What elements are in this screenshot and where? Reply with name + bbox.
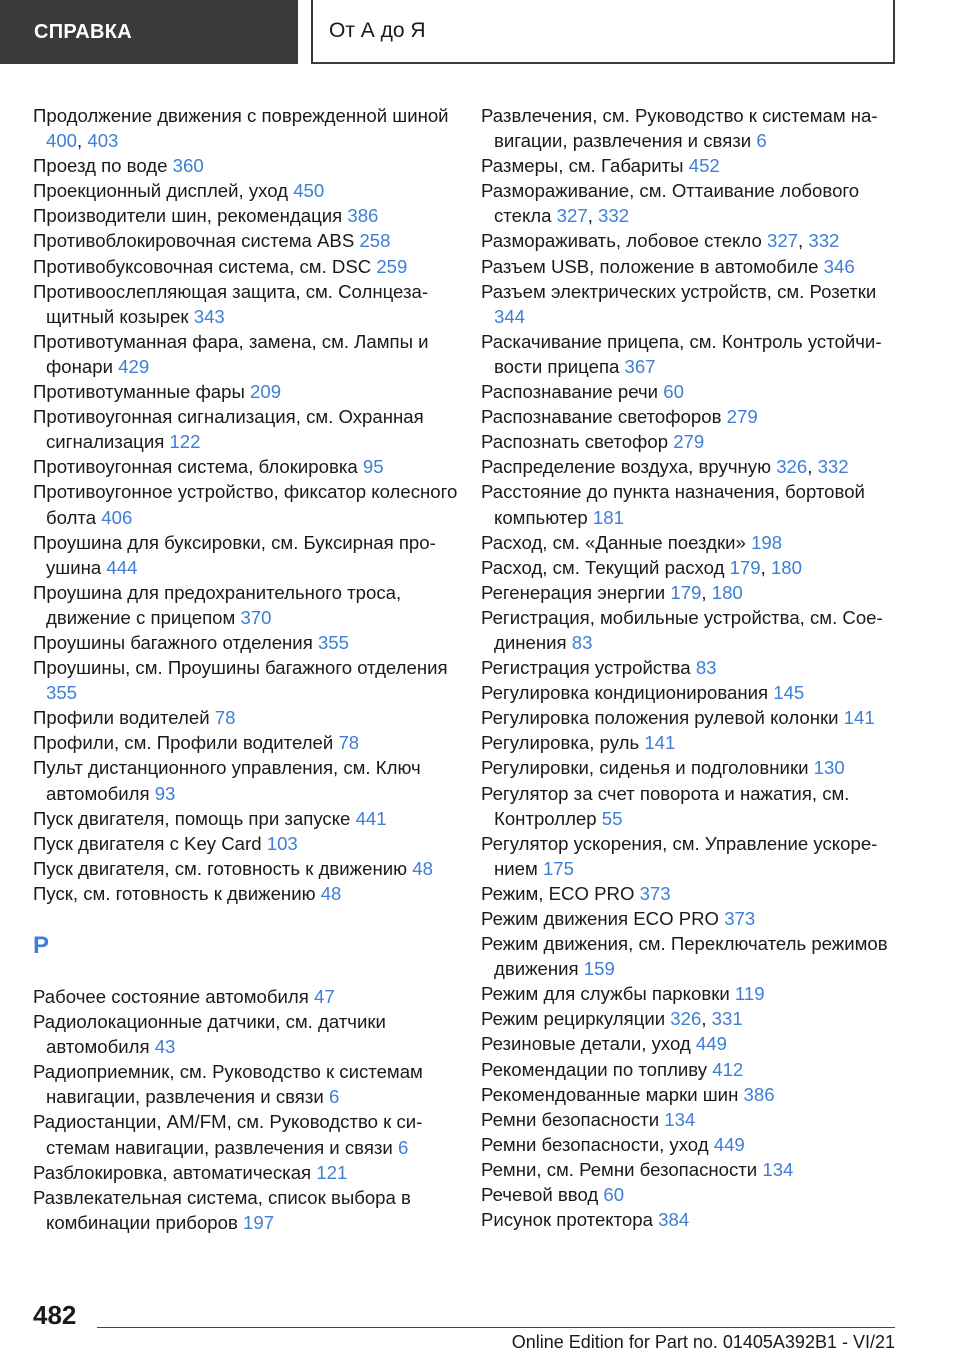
index-entry-text: Противоугонная сигнализация, см. Охранная сигнализация — [33, 406, 424, 453]
index-entry-text: Противотуманная фара, замена, см. Лампы и фонари — [33, 330, 429, 377]
page-link[interactable]: 6 — [397, 1136, 409, 1158]
index-entry-text: Регулятор ускорения, см. Управление ускорением — [481, 832, 878, 879]
index-entry — [33, 655, 463, 705]
index-entry — [481, 429, 911, 454]
page-link[interactable]: 180 — [770, 556, 802, 578]
index-entry — [481, 479, 911, 529]
page-link[interactable]: 259 — [376, 255, 408, 277]
index-entry-text: Проушины, см. Проушины багажного отделения — [33, 657, 448, 679]
index-entry — [481, 1057, 911, 1082]
index-entry — [481, 404, 911, 429]
index-entry-text: Размораживание, см. Оттаивание лобового стекла — [481, 180, 860, 227]
page-link[interactable]: 332 — [817, 456, 849, 478]
page-link[interactable]: 331 — [711, 1008, 743, 1030]
index-entry — [481, 831, 911, 881]
index-entry-text: Распознавание речи — [481, 381, 659, 403]
index-entry — [481, 655, 911, 680]
index-entry-text: Пуск двигателя, см. готовность к движению — [33, 857, 408, 879]
index-entry — [33, 153, 463, 178]
index-entry-text: Противотуманные фары — [33, 381, 245, 403]
page-link[interactable]: 179 — [729, 556, 761, 578]
index-entry — [481, 755, 911, 780]
page-link[interactable]: 400 — [46, 130, 78, 152]
index-entry — [33, 379, 463, 404]
index-entry — [33, 730, 463, 755]
page-link[interactable]: 119 — [734, 983, 765, 1005]
index-entry — [481, 680, 911, 705]
page-link[interactable]: 197 — [243, 1211, 275, 1233]
index-entry-text: Режим рециркуляции — [481, 1008, 666, 1030]
page-link[interactable]: 60 — [603, 1184, 625, 1206]
index-entry-text: Расход, см. «Данные поездки» — [481, 531, 746, 553]
index-entry — [33, 329, 463, 379]
page-link[interactable]: 444 — [106, 556, 138, 578]
page-link[interactable]: 198 — [751, 531, 783, 553]
index-entry: Режим рециркуляции 326, 331 — [481, 1008, 743, 1030]
page-link[interactable]: 159 — [583, 958, 615, 980]
page-link[interactable]: 145 — [773, 682, 805, 704]
page-link[interactable]: 181 — [592, 506, 624, 528]
index-entry — [481, 254, 911, 279]
index-entry: Продолжение движения с поврежденной шиной 400, 403 — [33, 105, 449, 152]
page-link[interactable]: 78 — [214, 707, 236, 729]
index-entry — [481, 103, 911, 153]
index-entry-text: Распознавание светофоров — [481, 406, 722, 428]
page-link[interactable]: 373 — [724, 908, 756, 929]
page-number: 482 — [33, 1300, 77, 1330]
index-column-left — [33, 103, 463, 1235]
index-entry: Распределение воздуха, вручную 326, 332 — [481, 456, 849, 478]
index-entry-text: Рекомендации по топливу — [481, 1058, 708, 1080]
index-entry-text: Проушина для буксировки, см. Буксирная проушина — [33, 531, 436, 578]
index-entry-text: Распознать светофор — [481, 431, 669, 453]
index-entry-text: Речевой ввод — [481, 1184, 599, 1206]
index-entry-text: Пуск двигателя с Key Card — [33, 832, 262, 854]
index-entry-text: Радиоприемник, см. Руководство к системам навигации, развлечения и связи — [33, 1061, 423, 1108]
page-link[interactable]: 134 — [664, 1108, 696, 1130]
index-entry — [481, 906, 911, 931]
index-entry-text: Проезд по воде — [33, 155, 168, 177]
index-entry — [481, 279, 911, 329]
section-tab: СПРАВКА — [0, 0, 298, 64]
page-link[interactable]: 141 — [644, 732, 676, 754]
index-entry — [481, 931, 911, 981]
index-entry-text: Противоослепляющая защита, см. Солнцезащитный козырек — [33, 280, 429, 327]
index-entry — [33, 831, 463, 856]
index-entry — [481, 530, 911, 555]
index-entry-text: Регулировка положения рулевой колонки — [481, 707, 839, 729]
index-entry-text: Регистрация устройства — [481, 657, 691, 679]
index-entry-text: Рисунок протектора — [481, 1209, 653, 1231]
page-link[interactable]: 175 — [542, 857, 574, 879]
index-entry — [33, 580, 463, 630]
index-entry — [481, 1132, 911, 1157]
page-title: От А до Я — [311, 0, 895, 64]
index-entry — [481, 329, 911, 379]
index-entry-text: Регулировка кондиционирования — [481, 682, 769, 704]
index-entry-text: Противоугонная система, блокировка — [33, 456, 358, 478]
index-entry — [33, 856, 463, 881]
index-entry-text: Расстояние до пункта назначения, бортовой компьютер — [481, 481, 865, 528]
page-link[interactable]: 384 — [658, 1209, 690, 1231]
index-entry — [481, 730, 911, 755]
index-entry — [481, 1207, 911, 1232]
index-entry-text: Режим движения, см. Переключатель режимов движения — [481, 933, 888, 980]
index-entry — [33, 1009, 463, 1059]
index-entry — [481, 1157, 911, 1182]
page-link[interactable]: 43 — [154, 1036, 176, 1058]
page-link[interactable]: 386 — [743, 1083, 775, 1105]
index-entry-text: Ремни безопасности, уход — [481, 1133, 709, 1155]
page-link[interactable]: 209 — [250, 381, 282, 403]
page-link[interactable]: 47 — [313, 986, 335, 1007]
index-entry-text: Пуск, см. готовность к движению — [33, 882, 316, 904]
page-link[interactable]: 346 — [823, 255, 855, 277]
index-entry-text: Резиновые детали, уход — [481, 1033, 691, 1055]
index-entry-text: Противоугонное устройство, фиксатор колесного болта — [33, 481, 458, 528]
index-entry — [33, 279, 463, 329]
index-entry-text: Рекомендованные марки шин — [481, 1083, 739, 1105]
footer-edition: Online Edition for Part no. 01405A392B1 - VI/21 — [511, 1332, 895, 1352]
index-entry: Расход, см. Текущий расход 179, 180 — [481, 556, 802, 578]
page-link[interactable]: 258 — [359, 230, 391, 252]
index-entry — [33, 404, 463, 454]
index-entry — [481, 881, 911, 906]
page-link[interactable]: 83 — [695, 657, 717, 679]
page-link[interactable]: 373 — [639, 882, 671, 904]
index-entry-text: Раскачивание прицепа, см. Контроль устойчивости прицепа — [481, 330, 882, 377]
index-entry — [33, 984, 463, 1009]
index-entry — [33, 881, 463, 906]
page-link[interactable]: 180 — [711, 581, 743, 603]
index-entry-text: Радиолокационные датчики, см. датчики автомобиля — [33, 1011, 386, 1058]
page-link[interactable]: 450 — [293, 180, 325, 202]
index-entry — [481, 1107, 911, 1132]
index-entry — [481, 1182, 911, 1207]
page-link[interactable]: 412 — [712, 1058, 744, 1080]
index-entry — [481, 705, 911, 730]
index-letter-heading: Р — [33, 932, 50, 959]
index-entry — [481, 379, 911, 404]
index-entry: Регенерация энергии 179, 180 — [481, 581, 743, 603]
index-entry — [481, 981, 911, 1006]
page-link[interactable]: 279 — [673, 431, 705, 453]
index-entry-text: Развлечения, см. Руководство к системам навигации, развлечения и связи — [481, 105, 878, 152]
index-entry-text: Производители шин, рекомендация — [33, 205, 343, 227]
index-entry-text: Рабочее состояние автомобиля — [33, 986, 309, 1007]
index-entry: Размораживать, лобовое стекло 327, 332 — [481, 230, 840, 252]
page-link[interactable]: 344 — [494, 305, 526, 327]
page-link[interactable]: 326 — [670, 1008, 702, 1030]
index-entry-text: Регенерация энергии — [481, 581, 666, 603]
page-link[interactable]: 48 — [320, 882, 342, 904]
page-link[interactable]: 60 — [663, 381, 684, 403]
page-link[interactable]: 429 — [118, 355, 150, 377]
page-link[interactable]: 360 — [172, 155, 204, 177]
page-link[interactable]: 449 — [713, 1133, 745, 1155]
page-link[interactable]: 355 — [46, 682, 78, 704]
index-entry — [481, 153, 911, 178]
index-entry — [33, 454, 463, 479]
page-link[interactable]: 134 — [762, 1158, 794, 1180]
index-entry-text: Проекционный дисплей, уход — [33, 180, 289, 202]
index-entry-text: Регулировки, сиденья и подголовники — [481, 757, 809, 779]
index-entry-text: Расход, см. Текущий расход — [481, 556, 725, 578]
index-entry-text: Профили, см. Профили водителей — [33, 732, 334, 754]
index-column-right — [481, 103, 911, 1232]
index-entry-text: Радиостанции, AM/FM, см. Руководство к системам навигации, развлечения и связи — [33, 1111, 423, 1158]
index-entry-text: Разъем электрических устройств, см. Розетки — [481, 280, 877, 302]
page-link[interactable]: 327 — [766, 230, 799, 252]
page-link[interactable]: 130 — [813, 757, 845, 779]
index-entry-text: Противоблокировочная система ABS — [33, 230, 355, 252]
index-entry-text: Разъем USB, положение в автомобиле — [481, 255, 819, 277]
index-entry — [33, 203, 463, 228]
page-link[interactable]: 332 — [598, 205, 630, 227]
index-entry-text: Продолжение движения с поврежденной шиной — [33, 105, 449, 126]
page-link[interactable]: 6 — [756, 130, 767, 152]
page-link[interactable]: 121 — [316, 1161, 348, 1183]
index-entry-text: Профили водителей — [33, 707, 210, 729]
index-entry-text: Регулировка, руль — [481, 732, 640, 754]
index-entry-text: Проушины багажного отделения — [33, 631, 313, 653]
index-entry — [33, 1109, 463, 1159]
index-entry — [481, 781, 911, 831]
index-entry-text: Развлекательная система, список выбора в комбинации приборов — [33, 1186, 411, 1233]
page-link[interactable]: 179 — [670, 581, 702, 603]
page-link[interactable]: 103 — [266, 832, 298, 854]
index-entry-text: Противобуксовочная система, см. DSC — [33, 255, 372, 277]
index-entry-text: Режим для службы парковки — [481, 983, 730, 1005]
index-entry — [33, 1160, 463, 1185]
index-entry — [33, 1059, 463, 1109]
index-entry-text: Пуск двигателя, помощь при запуске — [33, 807, 351, 829]
index-entry-text: Размораживать, лобовое стекло — [481, 230, 762, 252]
page-link[interactable]: 48 — [412, 857, 433, 879]
index-entry — [33, 755, 463, 805]
index-entry-text: Распределение воздуха, вручную — [481, 456, 772, 478]
index-entry-text: Ремни, см. Ремни безопасности — [481, 1158, 758, 1180]
index-entry — [33, 479, 463, 529]
page-link[interactable]: 95 — [362, 456, 384, 478]
page-link[interactable]: 78 — [338, 732, 360, 754]
index-entry — [481, 1082, 911, 1107]
index-entry — [33, 630, 463, 655]
index-entry-text: Регистрация, мобильные устройства, см. Соединения — [481, 606, 883, 653]
index-entry-text: Размеры, см. Габариты — [481, 155, 684, 177]
index-entry-text: Пульт дистанционного управления, см. Ключ автомобиля — [33, 757, 421, 804]
page-link[interactable]: 367 — [624, 355, 656, 377]
page-link[interactable]: 55 — [601, 807, 623, 829]
index-entry — [33, 228, 463, 253]
index-entry — [33, 1185, 463, 1235]
index-entry — [481, 605, 911, 655]
index-entry — [33, 254, 463, 279]
page-link[interactable]: 327 — [556, 205, 588, 227]
page-link[interactable]: 449 — [695, 1033, 727, 1055]
page-link[interactable]: 279 — [726, 406, 758, 428]
page-link[interactable]: 406 — [101, 506, 133, 528]
page-link[interactable]: 403 — [87, 130, 119, 152]
index-entry — [33, 806, 463, 831]
index-entry-text: Регулятор за счет поворота и нажатия, см. Контроллер — [481, 782, 850, 829]
page-link[interactable]: 441 — [355, 807, 387, 829]
index-entry-text: Разблокировка, автоматическая — [33, 1161, 312, 1183]
page-link[interactable]: 326 — [776, 456, 808, 478]
index-entry: Размораживание, см. Оттаивание лобового стекла 327, 332 — [481, 180, 860, 227]
index-entry-text: Режим, ECO PRO — [481, 882, 635, 904]
page-link[interactable]: 343 — [193, 305, 225, 327]
page-link[interactable]: 122 — [169, 431, 201, 453]
page-link[interactable]: 355 — [317, 631, 349, 653]
page-link[interactable]: 386 — [347, 205, 379, 227]
index-entry — [33, 530, 463, 580]
index-entry-text: Ремни безопасности — [481, 1108, 660, 1130]
page-link[interactable]: 93 — [154, 782, 176, 804]
page-link[interactable]: 332 — [808, 230, 840, 252]
page-link[interactable]: 452 — [688, 155, 720, 177]
index-entry-text: Проушина для предохранительного троса, движение с прицепом — [33, 581, 402, 628]
index-entry — [33, 705, 463, 730]
index-entry — [481, 1031, 911, 1056]
index-entry-text: Режим движения ECO PRO — [481, 908, 720, 929]
page-link[interactable]: 83 — [571, 631, 593, 653]
page-link[interactable]: 141 — [843, 707, 875, 729]
page-link[interactable]: 6 — [328, 1086, 340, 1108]
index-entry — [33, 178, 463, 203]
page-link[interactable]: 370 — [240, 606, 272, 628]
footer-divider — [97, 1327, 895, 1328]
